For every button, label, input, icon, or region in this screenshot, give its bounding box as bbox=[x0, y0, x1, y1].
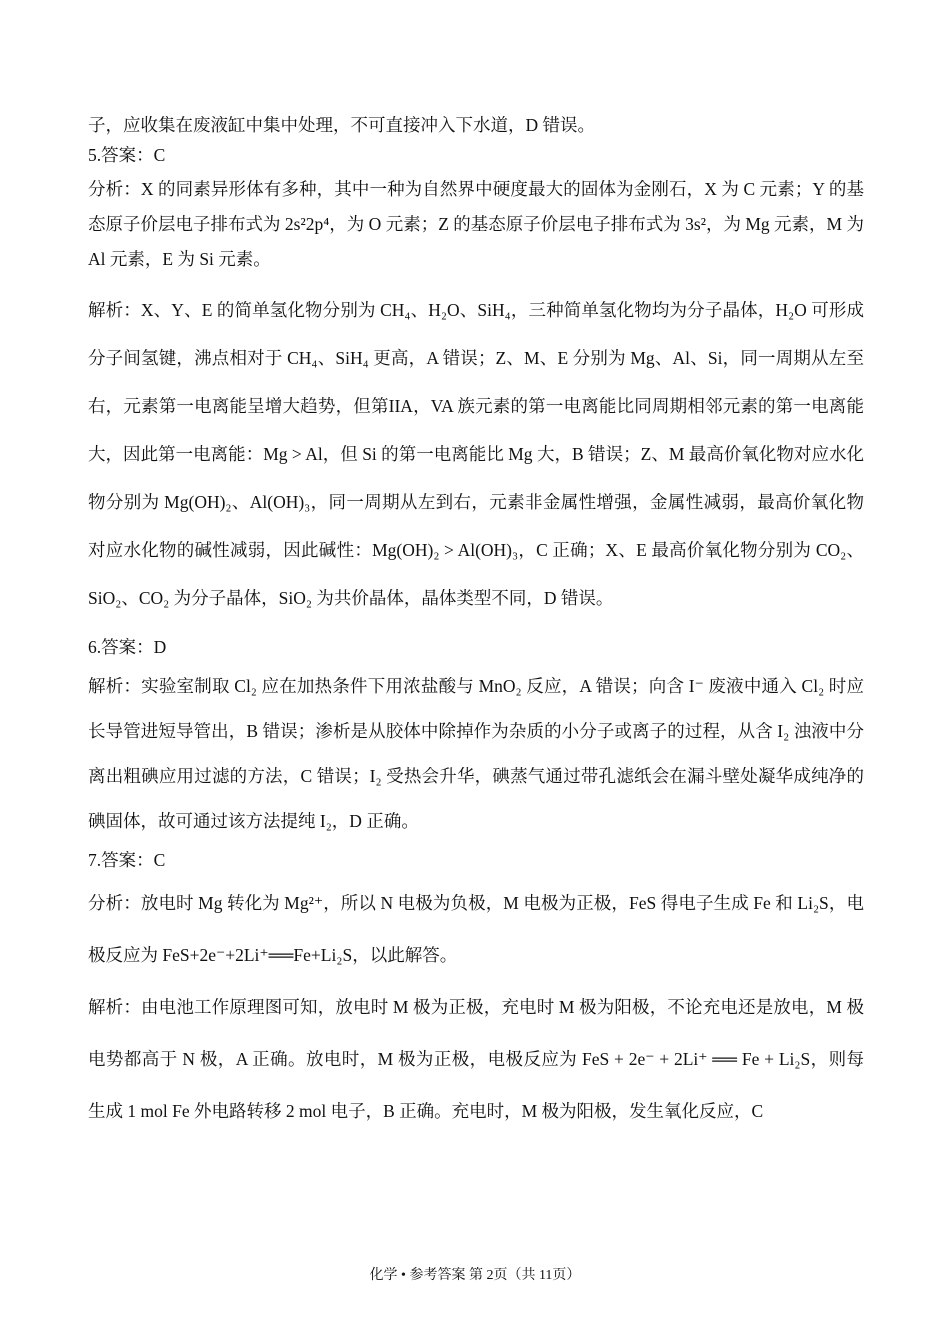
answer-body bbox=[88, 112, 864, 1137]
explanation-6: 解析：实验室制取 Cl₂ 应在加热条件下用浓盐酸与 MnO₂ 反应，A 错误；向含 I⁻ 废液中通入 Cl₂ 时应长导管进短导管出，B 错误；渗析是从胶体中除掉作为杂质的小分子或离子的过程，从含 I₂ 浊液中分离出粗碘应用过滤的方法，C 错误；I₂ 受热会升华，碘蒸气通过带孔滤纸会在漏斗壁处凝华成纯净的碘固体，故可通过该方法提纯 I₂，D 正确。 bbox=[88, 676, 864, 831]
answer-heading-6: 6.答案：D bbox=[88, 637, 167, 657]
explanation-5: 解析：X、Y、E 的简单氢化物分别为 CH₄、H₂O、SiH₄，三种简单氢化物均为分子晶体，H₂O 可形成分子间氢键，沸点相对于 CH₄、SiH₄ 更高，A 错误；Z、M、E 分别为 Mg、Al、Si，同一周期从左至右，元素第一电离能呈增大趋势，但第IIA，VA 族元素的第一电离能比同周期相邻元素的第一电离能大，因此第一电离能：Mg > Al，但 Si 的第一电离能比 Mg 大，B 错误；Z、M 最高价氧化物对应水化物分别为 Mg(OH)₂、Al(OH)₃，同一周期从左到右，元素非金属性增强，金属性减弱，最高价氧化物对应水化物的碱性减弱，因此碱性：Mg(OH)₂ > Al(OH)₃，C 正确；X、E 最高价氧化物分别为 CO₂、SiO₂、CO₂ 为分子晶体，SiO₂ 为共价晶体，晶体类型不同，D 错误。 bbox=[88, 300, 864, 608]
paragraph-continuation: 子，应收集在废液缸中集中处理，不可直接冲入下水道，D 错误。 bbox=[88, 115, 596, 135]
analysis-7: 分析：放电时 Mg 转化为 Mg²⁺，所以 N 电极为负极，M 电极为正极，FeS 得电子生成 Fe 和 Li₂S，电极反应为 FeS+2e⁻+2Li⁺══Fe+Li₂S，以此解答。 bbox=[88, 893, 864, 965]
analysis-5: 分析：X 的同素异形体有多种，其中一种为自然界中硬度最大的固体为金刚石，X 为 C 元素；Y 的基态原子价层电子排布式为 2s²2p⁴，为 O 元素；Z 的基态原子价层电子排布式为 3s²，为 Mg 元素，M 为 Al 元素，E 为 Si 元素。 bbox=[88, 179, 864, 269]
explanation-7: 解析：由电池工作原理图可知，放电时 M 极为正极，充电时 M 极为阳极，不论充电还是放电，M 极电势都高于 N 极，A 正确。放电时，M 极为正极，电极反应为 FeS + 2e⁻ + 2Li⁺ ══ Fe + Li₂S，则每生成 1 mol Fe 外电路转移 2 mol 电子，B 正确。充电时，M 极为阳极，发生氧化反应，C bbox=[88, 997, 864, 1121]
answer-heading-7: 7.答案：C bbox=[88, 850, 166, 870]
page-footer: 化学 • 参考答案 第 2页（共 11页） bbox=[369, 1268, 581, 1283]
answer-heading-5: 5.答案：C bbox=[88, 145, 166, 165]
